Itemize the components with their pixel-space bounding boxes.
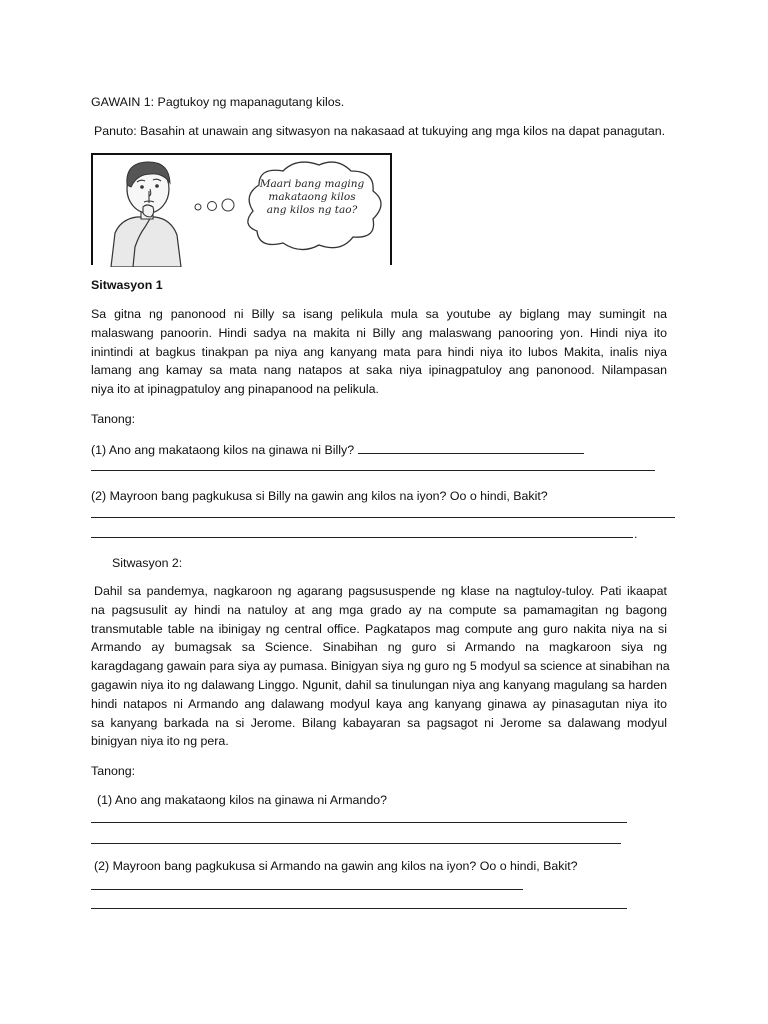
situation1-questions-label: Tanong: [91,412,136,426]
paragraph-line: Dahil sa pandemya, nagkaroon ng agarang pagsususpende ng klase na nagtuloy-tuloy. Pati ikaapat [94,584,667,598]
paragraph-line: transmutable table na ibinigay ng central office. Pagkatapos mag compute ang guro nakita niya na si [91,621,667,636]
bubble-line: makataong kilos [268,191,356,203]
situation2-question-1: (1) Ano ang makataong kilos na ginawa ni Armando? [97,793,387,807]
bubble-line: ang kilos ng tao? [266,204,358,216]
paragraph-line: Armando ay bumagsak sa Science. Sinabihan ng guro si Armando na magkaroon siya ng [91,640,667,655]
paragraph-line: malaswang panoorin. Hindi sadya na makita ni Billy ang malaswang panooring yon. Hindi niya ito [91,325,667,340]
paragraph-line: karagdagang gawain para siya ay pumasa. Binigyan siya ng guro ng 5 modyul sa science at sinabihan na [91,659,670,674]
paragraph-line: sa kanyang barkada na si Jerome. Bilang kabayaran sa pagsagot ni Jerome sa dalawang modyul [91,715,667,730]
paragraph-line: niya ito at ipinagpatuloy ang pinapanood na pelikula. [91,382,379,397]
situation2-paragraph [91,582,670,751]
answer-line[interactable] [91,517,675,518]
paragraph-line: inintindi at bagkus tinakpan pa niya ang kanyang mata para hindi niya ito lubos Makita, inalis niya [91,344,667,359]
paragraph-line: na pagsusulit ay hindi na natuloy at ang mga grado ay na compute sa pamamagitan ng bagong [91,602,667,617]
paragraph-line: gagawin niya ito ng dalawang Linggo. Ngunit, dahil sa tinulungan niya ang kanyang magulang sa harden [91,677,667,692]
thought-bubble-text [256,178,368,217]
answer-line[interactable] [91,470,655,471]
situation1-question-1 [91,440,584,458]
situation1-question-2: (2) Mayroon bang pagkukusa si Billy na gawin ang kilos na iyon? Oo o hindi, Bakit? [91,489,548,503]
situation2-heading: Sitwasyon 2: [112,556,183,570]
answer-line[interactable] [91,537,633,538]
activity-title: GAWAIN 1: Pagtukoy ng mapanagutang kilos. [91,95,345,109]
situation2-question-2: (2) Mayroon bang pagkukusa si Armando na gawin ang kilos na iyon? Oo o hindi, Bakit? [94,859,578,873]
question-text: (1) Ano ang makataong kilos na ginawa ni Billy? [91,443,355,457]
paragraph-line: Sa gitna ng panonood ni Billy sa isang pelikula mula sa youtube ay biglang may sumingit na [91,307,667,321]
answer-end-period: . [634,527,638,541]
situation1-heading: Sitwasyon 1 [91,278,163,292]
answer-line[interactable] [358,440,584,454]
answer-line[interactable] [91,908,627,909]
answer-line[interactable] [91,889,523,890]
bubble-line: Maari bang maging [259,178,365,190]
paragraph-line: hindi natapos ni Armando ang dalawang modyul kaya ang kanyang ginawa ay pinasagutan niya ito [91,696,667,711]
answer-line[interactable] [91,822,627,823]
paragraph-line: binigyan niya ito ng pera. [91,734,229,749]
instructions: Panuto: Basahin at unawain ang sitwasyon na nakasaad at tukuying ang mga kilos na dapat panagutan. [94,124,666,138]
situation2-questions-label: Tanong: [91,764,136,778]
paragraph-line: lamang ang kamay sa mata nang natapos at saka niya ipinagpatuloy ang panonood. Nilampasan [91,363,667,378]
situation1-paragraph [91,305,667,399]
answer-line[interactable] [91,843,621,844]
